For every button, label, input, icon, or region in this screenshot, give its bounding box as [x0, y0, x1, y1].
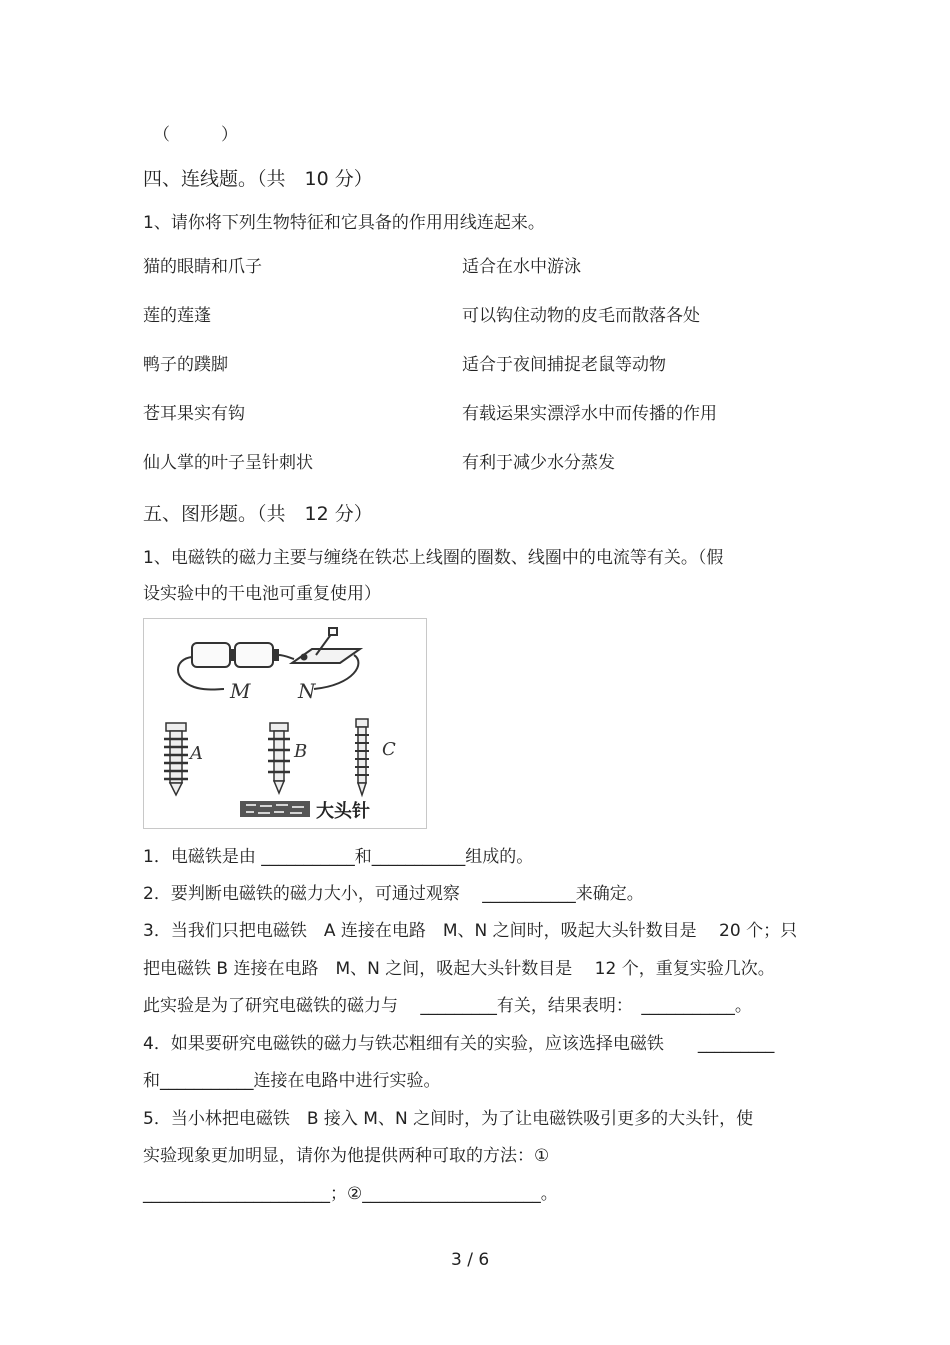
- battery-icon: [192, 643, 235, 667]
- switch-icon: [292, 628, 360, 663]
- electromagnet-b-icon: [268, 723, 290, 793]
- right-item: 适合于夜间捕捉老鼠等动物: [462, 355, 666, 375]
- electromagnet-b-label: B: [294, 741, 308, 762]
- right-item: 有利于减少水分蒸发: [462, 453, 615, 473]
- question-line: 把电磁铁 B 连接在电路 M、N 之间，吸起大头针数目是 12 个，重复实验几次。: [143, 959, 775, 979]
- left-item: 苍耳果实有钩: [143, 404, 245, 424]
- section-4-heading: 四、连线题。（共 10 分）: [143, 168, 373, 190]
- terminal-m-label: M: [230, 679, 251, 703]
- answer-parentheses: （ ）: [153, 125, 238, 145]
- electromagnet-a-label: A: [190, 743, 203, 764]
- terminal-n-label: N: [298, 679, 316, 703]
- question-line: ______________________；②_____________________。: [143, 1184, 558, 1204]
- right-item: 可以钩住动物的皮毛而散落各处: [462, 306, 700, 326]
- question-line: 5．当小林把电磁铁 B 接入 M、N 之间时，为了让电磁铁吸引更多的大头针，使: [143, 1109, 754, 1129]
- section-5-intro-cont: 设实验中的干电池可重复使用）: [143, 584, 381, 604]
- question-line: 2．要判断电磁铁的磁力大小，可通过观察 ___________来确定。: [143, 884, 644, 904]
- left-item: 仙人掌的叶子呈针刺状: [143, 453, 313, 473]
- section-5-heading: 五、图形题。（共 12 分）: [143, 503, 373, 525]
- question-line: 此实验是为了研究电磁铁的磁力与 _________有关，结果表明： ___________。: [143, 996, 752, 1016]
- battery-icon: [235, 643, 278, 667]
- electromagnet-figure: [143, 618, 427, 829]
- question-line: 和___________连接在电路中进行实验。: [143, 1071, 441, 1091]
- left-item: 鸭子的蹼脚: [143, 355, 228, 375]
- right-item: 有载运果实漂浮水中而传播的作用: [462, 404, 717, 424]
- pins-box-icon: [240, 801, 310, 817]
- question-line: 1．电磁铁是由 ___________和___________组成的。: [143, 847, 534, 867]
- circuit-diagram: [144, 619, 426, 828]
- page-number: 3 / 6: [451, 1250, 490, 1270]
- electromagnet-c-icon: [355, 719, 369, 795]
- question-line: 实验现象更加明显，请你为他提供两种可取的方法：①: [143, 1146, 550, 1166]
- left-item: 猫的眼睛和爪子: [143, 257, 262, 277]
- electromagnet-c-label: C: [382, 739, 396, 760]
- question-line: 4．如果要研究电磁铁的磁力与铁芯粗细有关的实验，应该选择电磁铁 _________: [143, 1034, 775, 1054]
- section-4-question: 1、请你将下列生物特征和它具备的作用用线连起来。: [143, 213, 545, 233]
- left-item: 莲的莲蓬: [143, 306, 211, 326]
- question-line: 3．当我们只把电磁铁 A 连接在电路 M、N 之间时，吸起大头针数目是 20 个；只: [143, 921, 798, 941]
- right-item: 适合在水中游泳: [462, 257, 581, 277]
- electromagnet-a-icon: [164, 723, 188, 795]
- section-5-intro: 1、电磁铁的磁力主要与缠绕在铁芯上线圈的圈数、线圈中的电流等有关。（假: [143, 548, 724, 568]
- pins-label: 大头针: [316, 801, 370, 822]
